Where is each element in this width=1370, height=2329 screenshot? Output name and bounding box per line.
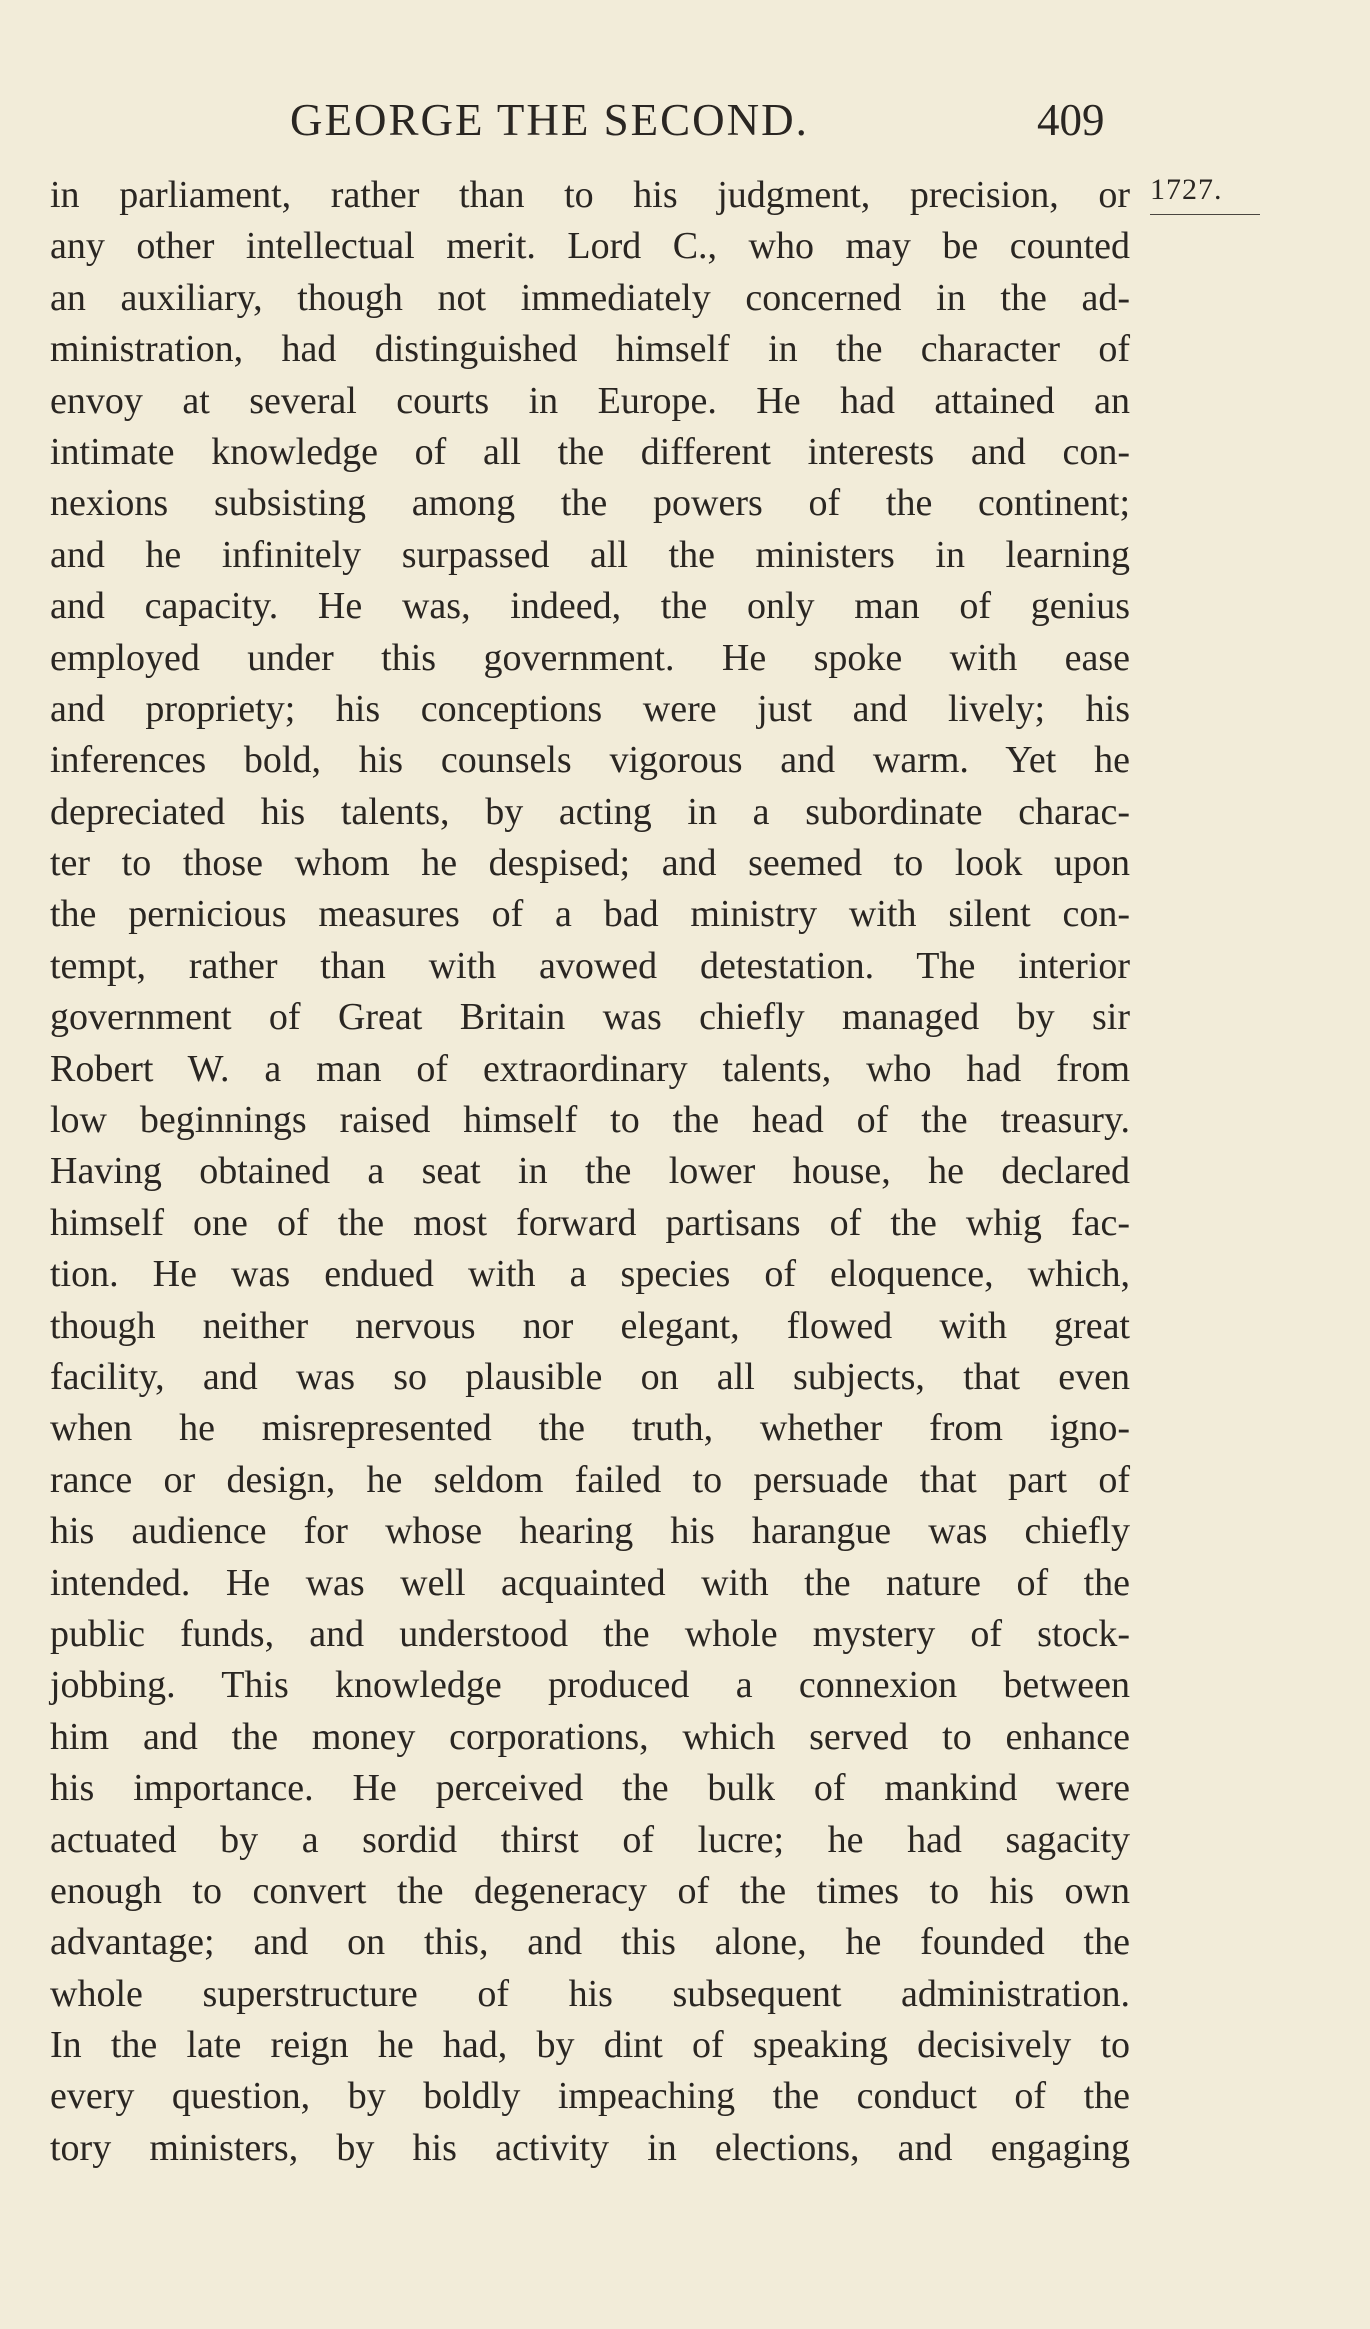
- text-line: public funds, and understood the whole mystery of stock-: [50, 1612, 1130, 1655]
- text-line: him and the money corporations, which served to enhance: [50, 1715, 1130, 1758]
- margin-rule: [1150, 214, 1260, 215]
- text-line: actuated by a sordid thirst of lucre; he had sagacity: [50, 1818, 1130, 1861]
- text-line: every question, by boldly impeaching the conduct of the: [50, 2075, 1130, 2118]
- page-number: 409: [1037, 95, 1105, 145]
- text-line: depreciated his talents, by acting in a subordinate charac-: [50, 790, 1130, 833]
- margin-note: [1150, 170, 1260, 215]
- text-line: tory ministers, by his activity in elections, and engaging: [50, 2126, 1130, 2169]
- text-line: himself one of the most forward partisans of the whig fac-: [50, 1201, 1130, 1244]
- text-line: jobbing. This knowledge produced a connexion between: [50, 1664, 1130, 1707]
- text-line: intended. He was well acquainted with the nature of the: [50, 1561, 1130, 1604]
- text-line: when he misrepresented the truth, whether from igno-: [50, 1407, 1130, 1450]
- text-line: rance or design, he seldom failed to persuade that part of: [50, 1458, 1130, 1501]
- text-line: his importance. He perceived the bulk of mankind were: [50, 1767, 1130, 1810]
- text-line: whole superstructure of his subsequent administration.: [50, 1972, 1130, 2015]
- running-head: [0, 90, 1370, 150]
- text-line: any other intellectual merit. Lord C., who may be counted: [50, 225, 1130, 268]
- text-line: enough to convert the degeneracy of the times to his own: [50, 1869, 1130, 1912]
- margin-year: 1727.: [1150, 173, 1223, 206]
- text-line: and capacity. He was, indeed, the only man of genius: [50, 585, 1130, 628]
- text-line: though neither nervous nor elegant, flowed with great: [50, 1304, 1130, 1347]
- text-line: Having obtained a seat in the lower house, he declared: [50, 1150, 1130, 1193]
- text-line: ter to those whom he despised; and seemed to look upon: [50, 842, 1130, 885]
- running-head-title: GEORGE THE SECOND.: [290, 95, 809, 145]
- text-line: facility, and was so plausible on all subjects, that even: [50, 1355, 1130, 1398]
- text-line: nexions subsisting among the powers of the continent;: [50, 482, 1130, 525]
- text-line: an auxiliary, though not immediately concerned in the ad-: [50, 276, 1130, 319]
- text-line: inferences bold, his counsels vigorous and warm. Yet he: [50, 739, 1130, 782]
- text-line: tempt, rather than with avowed detestation. The interior: [50, 944, 1130, 987]
- text-line: his audience for whose hearing his harangue was chiefly: [50, 1510, 1130, 1553]
- text-line: intimate knowledge of all the different interests and con-: [50, 430, 1130, 473]
- text-line: and he infinitely surpassed all the ministers in learning: [50, 533, 1130, 576]
- text-line: government of Great Britain was chiefly managed by sir: [50, 996, 1130, 1039]
- text-line: Robert W. a man of extraordinary talents, who had from: [50, 1047, 1130, 1090]
- text-line: employed under this government. He spoke with ease: [50, 636, 1130, 679]
- text-line: the pernicious measures of a bad ministry with silent con-: [50, 893, 1130, 936]
- text-line: ministration, had distinguished himself in the character of: [50, 328, 1130, 371]
- text-line: In the late reign he had, by dint of speaking decisively to: [50, 2024, 1130, 2067]
- text-line: tion. He was endued with a species of eloquence, which,: [50, 1253, 1130, 1296]
- text-line: in parliament, rather than to his judgment, precision, or: [50, 174, 1130, 216]
- text-line: envoy at several courts in Europe. He had attained an: [50, 379, 1130, 422]
- body-text: [50, 170, 1130, 2174]
- text-line: low beginnings raised himself to the head of the treasury.: [50, 1099, 1130, 1142]
- text-line: and propriety; his conceptions were just and lively; his: [50, 687, 1130, 730]
- text-line: advantage; and on this, and this alone, he founded the: [50, 1921, 1130, 1964]
